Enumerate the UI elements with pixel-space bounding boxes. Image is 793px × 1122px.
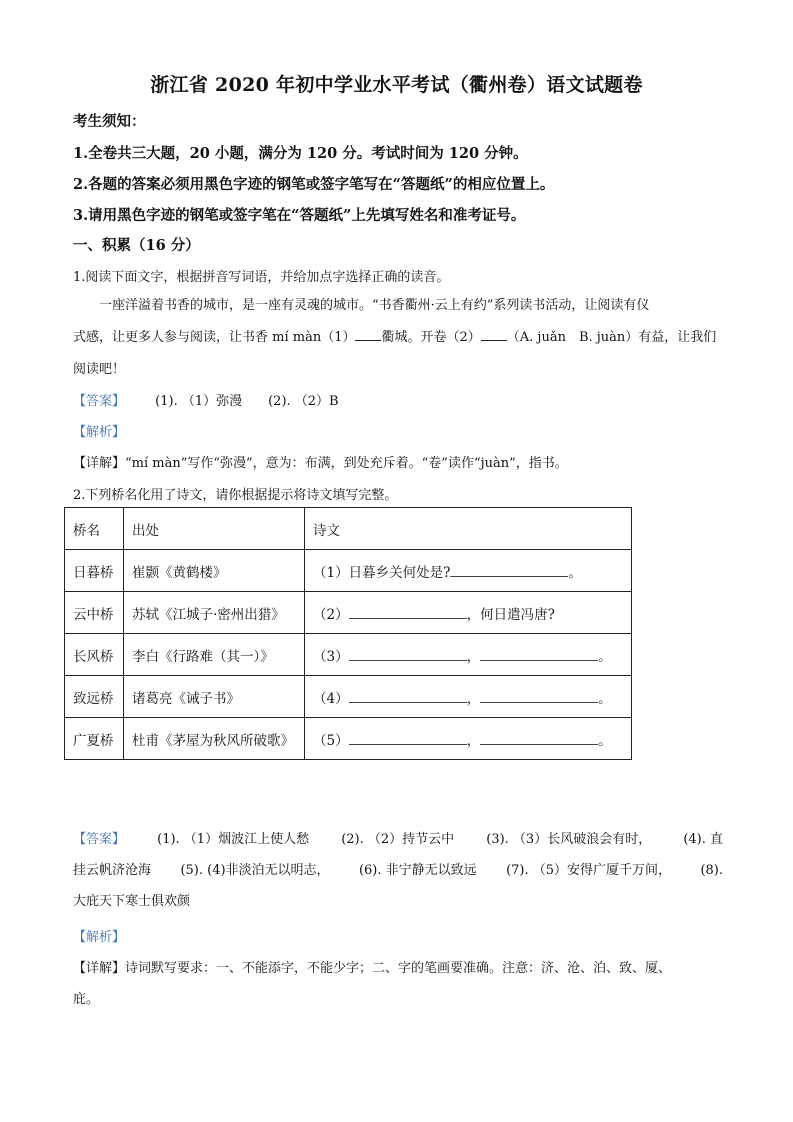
table-row <box>65 718 632 760</box>
answer-row-3: 大庇天下寒士俱欢颜 <box>73 894 191 909</box>
fill-blank <box>450 564 568 577</box>
header-poem: 诗文 <box>305 508 632 550</box>
question-1-prompt: 1.阅读下面文字，根据拼音写词语，并给加点字选择正确的读音。 <box>73 270 450 285</box>
answer-part: (8). <box>700 863 723 878</box>
poem-text: ， <box>466 690 481 707</box>
poem-text: （5） <box>313 732 349 749</box>
table-header-row <box>65 508 632 550</box>
table-row <box>65 592 632 634</box>
answer-part: (7). （5）安得广厦千万间， <box>506 863 672 878</box>
answer-tag: 【答案】 <box>73 832 126 847</box>
question-1-passage <box>73 290 723 386</box>
question-2-detail-line-2: 庇。 <box>73 992 100 1007</box>
poem-text: （3） <box>313 648 349 665</box>
question-2-answer <box>73 824 723 917</box>
source-cell: 诸葛亮《诫子书》 <box>124 676 305 718</box>
answer-part: (4). 直 <box>683 832 723 847</box>
analysis-tag-2: 【解析】 <box>73 930 126 945</box>
section-heading: 一、积累（16 分） <box>73 237 200 254</box>
answer-part: (1). （1）烟波江上使人愁 <box>157 832 310 847</box>
passage-line-3: 阅读吧！ <box>73 362 126 377</box>
passage-text-b: 衢城。开卷（2） <box>381 330 481 345</box>
table-row <box>65 550 632 592</box>
fill-blank <box>349 690 467 703</box>
poem-text: 。 <box>598 648 612 665</box>
fill-blank <box>349 648 467 661</box>
source-cell: 崔颢《黄鹤楼》 <box>124 550 305 592</box>
header-bridge: 桥名 <box>65 508 124 550</box>
answer-row-1 <box>73 824 723 855</box>
poem-line-cell <box>305 550 632 592</box>
answer-tag: 【答案】 <box>73 394 126 409</box>
fill-blank <box>480 690 598 703</box>
notice-item-2: 2.各题的答案必须用黑色字迹的钢笔或签字笔写在“答题纸”的相应位置上。 <box>73 176 555 193</box>
notice-item-1: 1.全卷共三大题，20 小题，满分为 120 分。考试时间为 120 分钟。 <box>73 145 528 162</box>
source-cell: 苏轼《江城子·密州出猎》 <box>124 592 305 634</box>
fill-blank <box>349 606 467 619</box>
poem-text: 。 <box>598 690 612 707</box>
poem-text: （2） <box>313 606 349 623</box>
poem-text: （1）日暮乡关何处是? <box>313 564 451 581</box>
source-cell: 李白《行路难（其一）》 <box>124 634 305 676</box>
source-cell: 杜甫《茅屋为秋风所破歌》 <box>124 718 305 760</box>
notice-item-3: 3.请用黑色字迹的钢笔或签字笔在“答题纸”上先填写姓名和准考证号。 <box>73 207 526 224</box>
poem-text: ， <box>466 648 481 665</box>
answer-part: (6). 非宁静无以致远 <box>358 863 477 878</box>
bridge-name-cell: 云中桥 <box>65 592 124 634</box>
passage-line-2 <box>73 322 723 354</box>
question-1-answer <box>73 390 723 409</box>
answer-part: 挂云帆济沧海 <box>73 863 152 878</box>
header-source: 出处 <box>124 508 305 550</box>
answer-blank-2 <box>481 328 507 341</box>
bridge-name-cell: 广夏桥 <box>65 718 124 760</box>
analysis-tag: 【解析】 <box>73 425 126 440</box>
poem-line-cell <box>305 634 632 676</box>
poem-text: ，何日遣冯唐? <box>466 606 555 623</box>
poem-text: 。 <box>598 732 612 749</box>
poem-text: ， <box>466 732 481 749</box>
poem-table <box>64 507 632 760</box>
answer-row-2 <box>73 855 723 886</box>
page-title: 浙江省 2020 年初中学业水平考试（衢州卷）语文试题卷 <box>150 74 643 96</box>
answer-part: (2). （2）持节云中 <box>341 832 455 847</box>
fill-blank <box>480 732 598 745</box>
bridge-name-cell: 日暮桥 <box>65 550 124 592</box>
table-row <box>65 676 632 718</box>
poem-text: 。 <box>568 564 582 581</box>
passage-text-c: （A. juǎn B. juàn）有益，让我们 <box>506 330 717 345</box>
question-2-detail-line-1: 【详解】诗词默写要求：一、不能添字，不能少字；二、字的笔画要准确。注意：济、沧、泊、致、厦、 <box>73 961 672 976</box>
passage-line-1: 一座洋溢着书香的城市，是一座有灵魂的城市。“书香衢州·云上有约”系列读书活动，让阅读有仪 <box>99 298 650 313</box>
answer-blank-1 <box>355 328 381 341</box>
poem-table-body <box>65 508 632 760</box>
bridge-name-cell: 致远桥 <box>65 676 124 718</box>
table-row <box>65 634 632 676</box>
answer-text: (1). （1）弥漫 (2). （2）B <box>155 394 339 409</box>
question-2-prompt: 2.下列桥名化用了诗文，请你根据提示将诗文填写完整。 <box>73 488 398 503</box>
fill-blank <box>480 648 598 661</box>
poem-line-cell <box>305 718 632 760</box>
answer-part: (5). (4)非淡泊无以明志， <box>180 863 330 878</box>
answer-part: (3). （3）长风破浪会有时， <box>486 832 652 847</box>
poem-line-cell <box>305 676 632 718</box>
question-1-detail: 【详解】“mí màn”写作“弥漫”，意为：布满，到处充斥着。“卷”读作“juàn”，指书。 <box>73 456 568 471</box>
fill-blank <box>349 732 467 745</box>
poem-line-cell <box>305 592 632 634</box>
bridge-name-cell: 长风桥 <box>65 634 124 676</box>
poem-text: （4） <box>313 690 349 707</box>
notice-heading: 考生须知： <box>73 113 146 130</box>
passage-text-a: 式感，让更多人参与阅读，让书香 mí màn（1） <box>73 330 356 345</box>
